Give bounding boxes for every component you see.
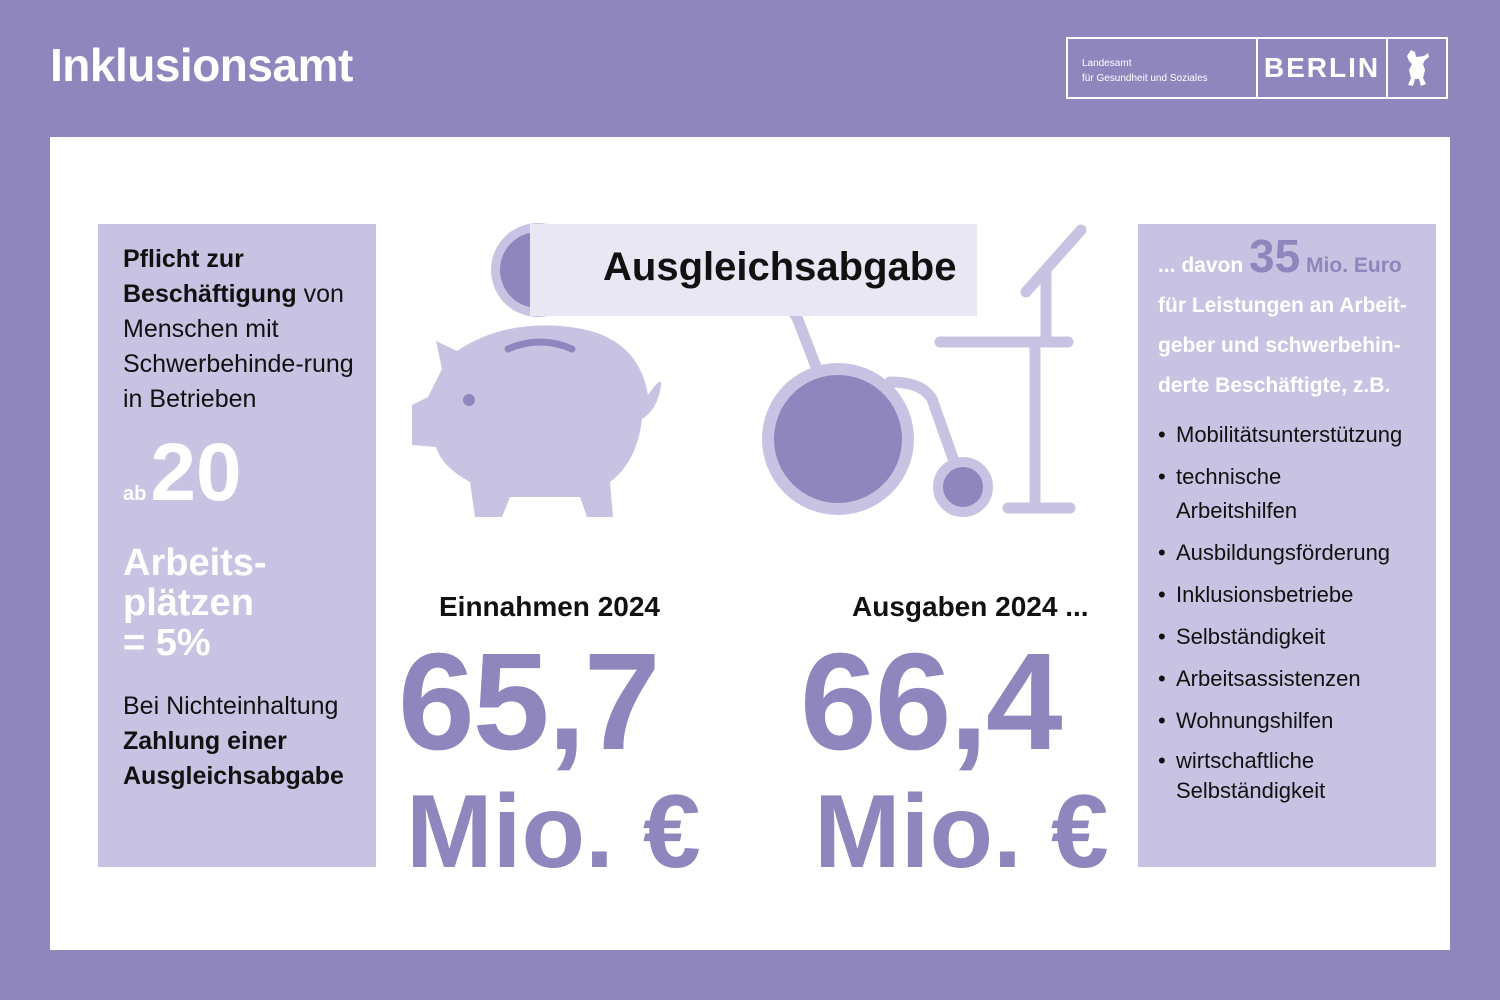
quota-line-1: Arbeits- xyxy=(123,542,267,584)
income-value: 65,7 xyxy=(398,625,659,779)
quota-line-3: = 5% xyxy=(123,622,211,664)
income-heading: Einnahmen 2024 xyxy=(439,591,660,622)
berlin-bear-icon xyxy=(1388,39,1446,97)
list-item: • Inklusionsbetriebe xyxy=(1158,578,1436,612)
levy-label: Ausgleichsabgabe xyxy=(603,245,957,289)
logo-line-2: für Gesundheit und Soziales xyxy=(1082,73,1208,84)
expense-value: 66,4 xyxy=(800,625,1061,779)
allocation-text xyxy=(1158,230,1436,406)
right-info-panel xyxy=(1138,224,1436,867)
benefits-list xyxy=(1158,418,1436,806)
expense-unit: Mio. € xyxy=(814,774,1109,890)
penalty-line-1: Bei Nichteinhaltung xyxy=(123,692,339,720)
allocation-line-2: geber und schwerbehin- xyxy=(1158,334,1401,357)
threshold-number: 20 xyxy=(150,427,242,518)
content-card xyxy=(50,137,1450,950)
page-title: Inklusionsamt xyxy=(50,39,353,91)
list-item: • Selbständigkeit xyxy=(1158,620,1436,654)
piggy-bank-icon xyxy=(412,325,661,517)
logo-berlin-wordmark: BERLIN xyxy=(1258,39,1388,97)
list-item: • technische Arbeitshilfen xyxy=(1158,460,1316,528)
penalty-text xyxy=(123,689,376,794)
allocation-amount: 35 xyxy=(1249,230,1301,282)
allocation-line-1: für Leistungen an Arbeit- xyxy=(1158,294,1407,317)
obligation-bold-2: Beschäftigung xyxy=(123,280,297,308)
list-item: • wirtschaftliche Selbständigkeit xyxy=(1158,746,1346,806)
obligation-bold-1: Pflicht zur xyxy=(123,245,244,273)
quota-text xyxy=(123,543,376,663)
income-unit: Mio. € xyxy=(406,774,701,890)
penalty-bold-2: Ausgleichsabgabe xyxy=(123,762,344,790)
obligation-text xyxy=(123,242,376,417)
list-item: • Arbeitsassistenzen xyxy=(1158,662,1436,696)
threshold-prefix: ab xyxy=(123,483,147,505)
logo-agency-text xyxy=(1068,39,1258,97)
quota-line-2: plätzen xyxy=(123,582,254,624)
penalty-bold-1: Zahlung einer xyxy=(123,727,287,755)
list-item: • Wohnungshilfen xyxy=(1158,704,1436,738)
berlin-logo xyxy=(1066,37,1448,99)
left-info-panel xyxy=(98,224,376,867)
logo-line-1: Landesamt xyxy=(1082,58,1132,69)
list-item: • Mobilitätsunterstützung xyxy=(1158,418,1436,452)
list-item: • Ausbildungsförderung xyxy=(1158,536,1436,570)
threshold xyxy=(123,427,376,518)
allocation-unit: Mio. Euro xyxy=(1306,254,1402,277)
obligation-rest: von Menschen mit Schwerbehinde-rung in Betrieben xyxy=(123,280,354,413)
allocation-line-3: derte Beschäftigte, z.B. xyxy=(1158,374,1391,397)
allocation-prefix: ... davon xyxy=(1158,254,1244,277)
expense-heading: Ausgaben 2024 ... xyxy=(852,591,1089,622)
